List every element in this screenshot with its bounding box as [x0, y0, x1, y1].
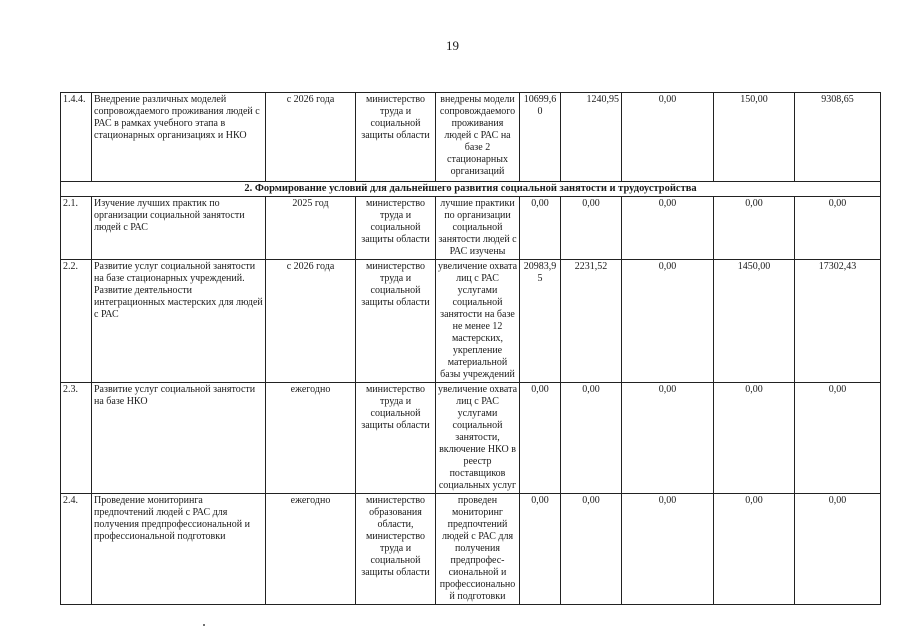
page-number: 19	[446, 38, 459, 53]
measure-title: Проведение мониторинга предпочтений людей с РАС для получения предпрофессиональной и профессиональной подготовки	[92, 494, 266, 605]
expected-result: увеличение охвата лиц с РАС услугами социальной занятости, включение НКО в реестр поставщиков социальных услуг	[436, 383, 520, 494]
implementation-term: 2025 год	[266, 197, 356, 260]
responsible-executor: министерство труда и социальной защиты области	[356, 197, 436, 260]
funding-value: 0,00	[795, 383, 881, 494]
responsible-executor: министерство труда и социальной защиты области	[356, 93, 436, 182]
funding-value: 1240,95	[561, 93, 622, 182]
row-number: 2.4.	[61, 494, 92, 605]
funding-value: 2231,52	[561, 260, 622, 383]
implementation-term: с 2026 года	[266, 260, 356, 383]
funding-value: 0,00	[561, 197, 622, 260]
responsible-executor: министерство образования области, министерство труда и социальной защиты области	[356, 494, 436, 605]
funding-value: 0,00	[622, 494, 714, 605]
funding-value: 0,00	[561, 494, 622, 605]
table-row	[61, 93, 881, 182]
expected-result: увеличение охвата лиц с РАС услугами социальной занятости на базе не менее 12 мастерских, укрепление материальной базы учреждений	[436, 260, 520, 383]
expected-result: проведен мониторинг предпочтений людей с РАС для получения предпрофес- сиональной и профессиональной подготовки	[436, 494, 520, 605]
measure-title: Развитие услуг социальной занятости на базе НКО	[92, 383, 266, 494]
funding-value: 0,00	[622, 383, 714, 494]
funding-value: 0,00	[714, 197, 795, 260]
scan-speck	[203, 624, 205, 626]
section-heading: 2. Формирование условий для дальнейшего развития социальной занятости и трудоустройства	[61, 182, 881, 197]
table-row	[61, 197, 881, 260]
measure-title: Изучение лучших практик по организации социальной занятости людей с РАС	[92, 197, 266, 260]
row-number: 2.3.	[61, 383, 92, 494]
implementation-term: ежегодно	[266, 383, 356, 494]
funding-value: 150,00	[714, 93, 795, 182]
funding-value: 0,00	[622, 93, 714, 182]
responsible-executor: министерство труда и социальной защиты области	[356, 383, 436, 494]
funding-total: 0,00	[520, 494, 561, 605]
row-number: 1.4.4.	[61, 93, 92, 182]
funding-total: 0,00	[520, 383, 561, 494]
funding-value: 9308,65	[795, 93, 881, 182]
funding-value: 17302,43	[795, 260, 881, 383]
funding-value: 0,00	[561, 383, 622, 494]
table-row	[61, 260, 881, 383]
row-number: 2.1.	[61, 197, 92, 260]
expected-result: внедрены модели сопровождаемого проживания людей с РАС на базе 2 стационарных организаций	[436, 93, 520, 182]
row-number: 2.2.	[61, 260, 92, 383]
implementation-term: с 2026 года	[266, 93, 356, 182]
table-row	[61, 383, 881, 494]
funding-value: 0,00	[795, 197, 881, 260]
funding-value: 0,00	[714, 494, 795, 605]
implementation-term: ежегодно	[266, 494, 356, 605]
funding-total: 10699,60	[520, 93, 561, 182]
funding-value: 0,00	[622, 260, 714, 383]
funding-total: 20983,95	[520, 260, 561, 383]
measure-title: Развитие услуг социальной занятости на базе стационарных учреждений. Развитие деятельности интеграционных мастерских для людей с РАС	[92, 260, 266, 383]
funding-total: 0,00	[520, 197, 561, 260]
expected-result: лучшие практики по организации социальной занятости людей с РАС изучены	[436, 197, 520, 260]
program-table	[60, 92, 881, 605]
measure-title: Внедрение различных моделей сопровождаемого проживания людей с РАС в рамках учебного этапа в стационарных организациях и НКО	[92, 93, 266, 182]
funding-value: 1450,00	[714, 260, 795, 383]
funding-value: 0,00	[795, 494, 881, 605]
funding-value: 0,00	[622, 197, 714, 260]
funding-value: 0,00	[714, 383, 795, 494]
section-row	[61, 182, 881, 197]
responsible-executor: министерство труда и социальной защиты области	[356, 260, 436, 383]
table-row	[61, 494, 881, 605]
